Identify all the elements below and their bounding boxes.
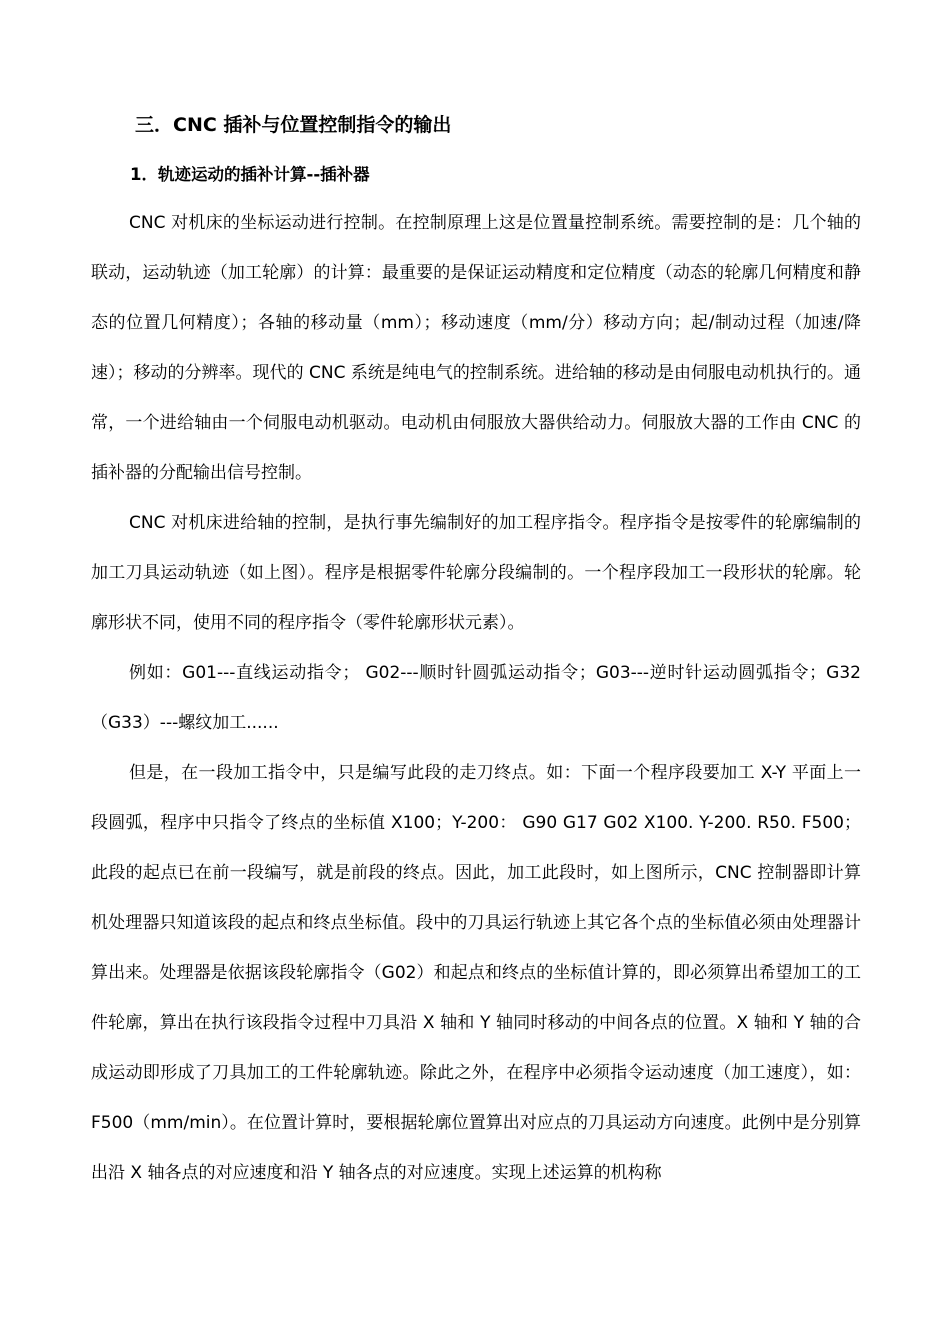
paragraph: 但是，在一段加工指令中，只是编写此段的走刀终点。如：下面一个程序段要加工 X-Y 平面上一段圆弧，程序中只指令了终点的坐标值 X100；Y-200： G90 G17 G02 X100. Y-200. R50. F500；此段的起点已在前一段编写，就是前段的终点。因此，加工此段时，如上图所示，CNC 控制器即计算机处理器只知道该段的起点和终点坐标值。段中的刀具运行轨迹上其它各个点的坐标值必须由处理器计算出来。处理器是依据该段轮廓指令（G02）和起点和终点的坐标值计算的，即必须算出希望加工的工件轮廓，算出在执行该段指令过程中刀具沿 X 轴和 Y 轴同时移动的中间各点的位置。X 轴和 Y 轴的合成运动即形成了刀具加工的工件轮廓轨迹。除此之外，在程序中必须指令运动速度（加工速度），如：F500（mm/min）。在位置计算时，要根据轮廓位置算出对应点的刀具运动方向速度。此例中是分别算出沿 X 轴各点的对应速度和沿 Y 轴各点的对应速度。实现上述运算的机构称 (91, 763, 861, 1183)
paragraph: 例如：G01---直线运动指令； G02---顺时针圆弧运动指令；G03---逆时针运动圆弧指令；G32（G33）---螺纹加工...... (91, 663, 861, 733)
body-text (91, 198, 861, 1198)
subsection-title: 1．轨迹运动的插补计算--插补器 (130, 165, 370, 184)
section-title: 三．CNC 插补与位置控制指令的输出 (135, 114, 452, 136)
paragraph: CNC 对机床的坐标运动进行控制。在控制原理上这是位置量控制系统。需要控制的是：几个轴的联动，运动轨迹（加工轮廓）的计算：最重要的是保证运动精度和定位精度（动态的轮廓几何精度和静态的位置几何精度）；各轴的移动量（mm）；移动速度（mm/分）移动方向；起/制动过程（加速/降速）；移动的分辨率。现代的 CNC 系统是纯电气的控制系统。进给轴的移动是由伺服电动机执行的。通常，一个进给轴由一个伺服电动机驱动。电动机由伺服放大器供给动力。伺服放大器的工作由 CNC 的插补器的分配输出信号控制。 (91, 213, 861, 483)
paragraph: CNC 对机床进给轴的控制，是执行事先编制好的加工程序指令。程序指令是按零件的轮廓编制的加工刀具运动轨迹（如上图）。程序是根据零件轮廓分段编制的。一个程序段加工一段形状的轮廓。轮廓形状不同，使用不同的程序指令（零件轮廓形状元素）。 (91, 513, 861, 633)
